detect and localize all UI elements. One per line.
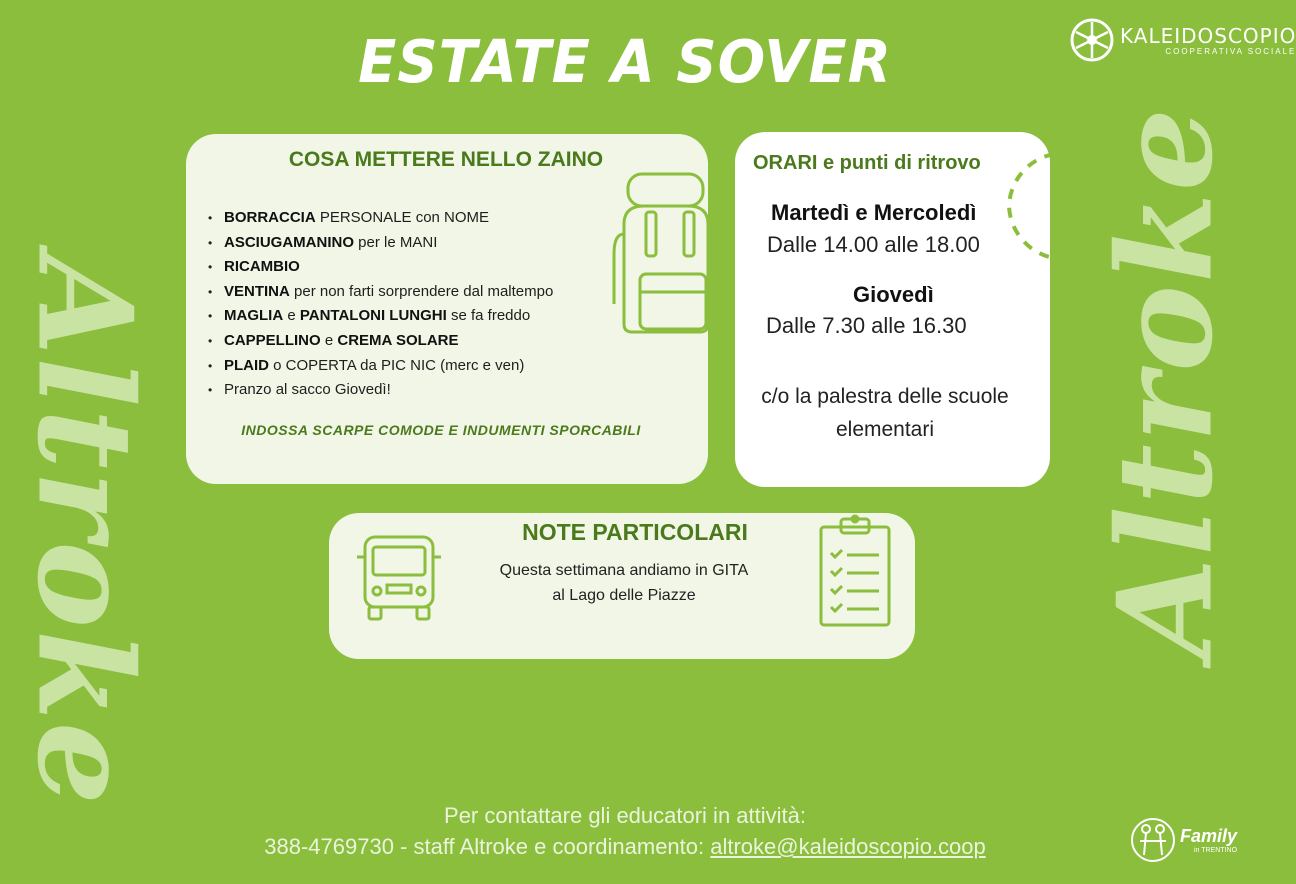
zaino-list xyxy=(206,206,553,403)
time-tue-wed: Dalle 14.00 alle 18.00 xyxy=(767,232,980,257)
list-item: • ASCIUGAMANINO per le MANI xyxy=(224,231,553,256)
footer-line-1: Per contattare gli educatori in attività: xyxy=(444,803,806,828)
note-line-2: al Lago delle Piazze xyxy=(552,587,696,604)
zaino-heading: COSA METTERE NELLO ZAINO xyxy=(288,148,604,171)
note-card xyxy=(329,513,915,659)
zaino-card xyxy=(186,134,708,484)
bus-icon xyxy=(353,531,445,623)
family-name: Family xyxy=(1180,826,1238,846)
kaleidoscope-icon xyxy=(1070,18,1114,62)
clipboard-checklist-icon xyxy=(817,513,893,631)
meeting-place: c/o la palestra delle scuole elementari xyxy=(761,385,1009,441)
dashed-circle-icon xyxy=(999,146,1059,266)
list-item: • Pranzo al sacco Giovedì! xyxy=(224,378,553,403)
side-brand-right: Altroke xyxy=(1088,106,1242,659)
list-item: • RICAMBIO xyxy=(224,255,553,280)
orari-heading: ORARI e punti di ritrovo xyxy=(753,152,981,174)
logo-subtitle: COOPERATIVA SOCIALE xyxy=(1165,46,1296,56)
logo-name: KALEIDOSCOPIO xyxy=(1120,23,1296,48)
kaleidoscopio-logo xyxy=(1070,18,1296,62)
time-thursday: Dalle 7.30 alle 16.30 xyxy=(766,313,967,338)
list-item: • MAGLIA e PANTALONI LUNGHI se fa freddo xyxy=(224,304,553,329)
list-item: • VENTINA per non farti sorprendere dal maltempo xyxy=(224,280,553,305)
day-thursday: Giovedì xyxy=(853,282,934,307)
family-sub: in TRENTINO xyxy=(1193,847,1238,854)
page-title: ESTATE A SOVER xyxy=(358,28,892,97)
list-item: • BORRACCIA PERSONALE con NOME xyxy=(224,206,553,231)
list-item: • PLAID o COPERTA da PIC NIC (merc e ven) xyxy=(224,354,553,379)
note-heading: NOTE PARTICOLARI xyxy=(522,519,748,545)
footer-line-2: 388-4769730 - staff Altroke e coordinamento: altroke@kaleidoscopio.coop xyxy=(264,834,986,859)
family-trentino-logo xyxy=(1130,815,1237,865)
backpack-icon xyxy=(618,164,708,339)
orari-card xyxy=(735,132,1050,487)
email-link[interactable]: altroke@kaleidoscopio.coop xyxy=(710,834,986,859)
note-line-1: Questa settimana andiamo in GITA xyxy=(499,562,749,579)
contact-footer xyxy=(0,800,1250,862)
zaino-note: INDOSSA SCARPE COMODE E INDUMENTI SPORCABILI xyxy=(241,422,641,438)
day-tue-wed: Martedì e Mercoledì xyxy=(771,200,977,225)
side-brand-left: Altroke xyxy=(8,254,162,807)
note-text xyxy=(444,558,804,608)
list-item: • CAPPELLINO e CREMA SOLARE xyxy=(224,329,553,354)
family-people-icon xyxy=(1130,815,1176,865)
